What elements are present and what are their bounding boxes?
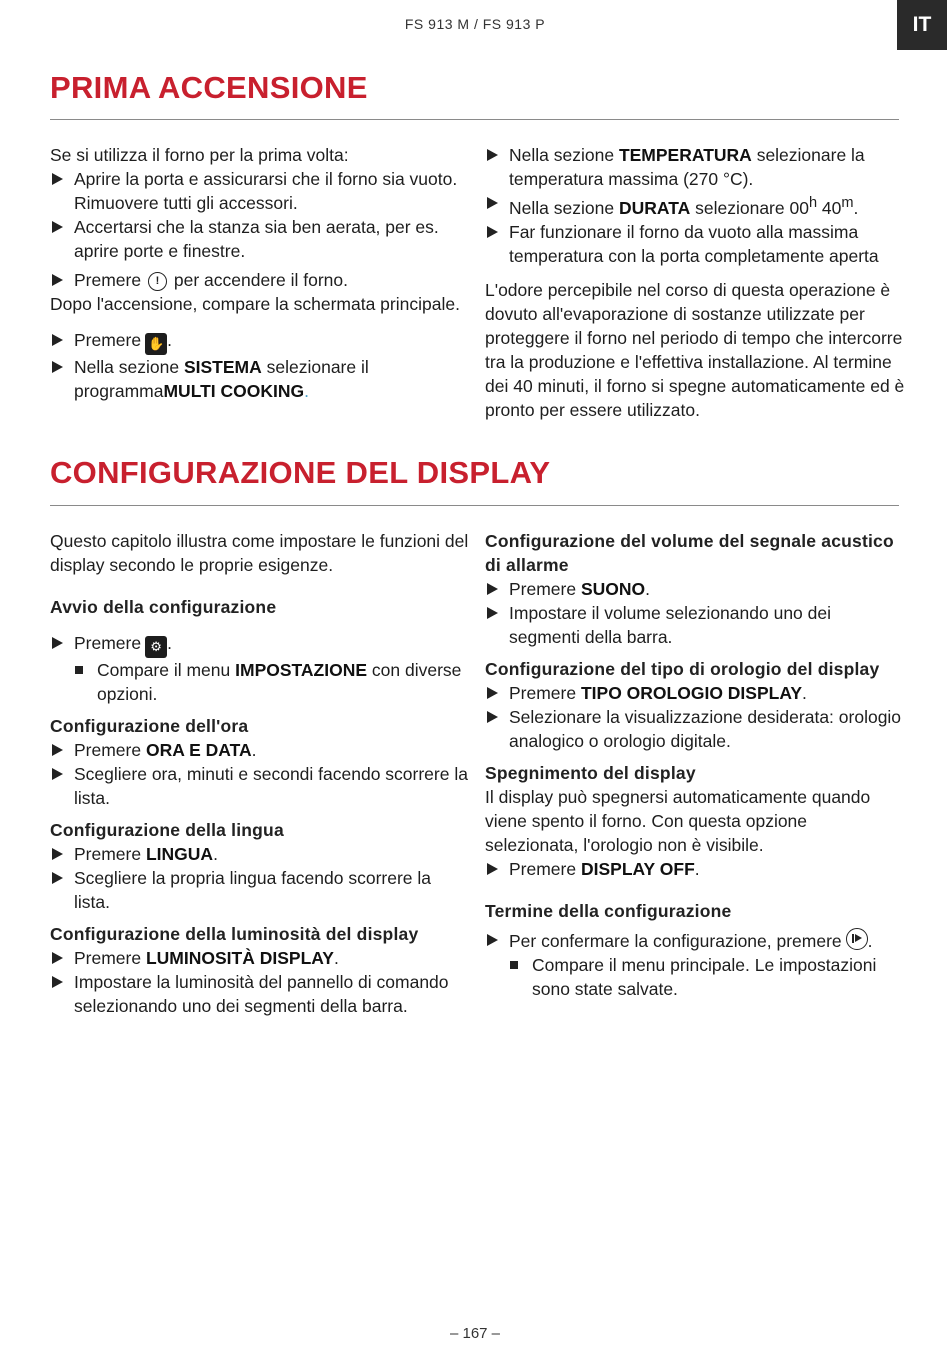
odor-paragraph: L'odore percepibile nel corso di questa operazione è dovuto all'evaporazione di sostanze utilizzate per proteggere il forno nel periodo di tempo che intercorre tra la produzione e l'effettiva installazione. Al termine dei 40 minuti, il forno si spegne automaticamente ed è pronto per essere utilizzato. (485, 279, 905, 420)
list-item: Accertarsi che la stanza sia ben aerata, per es. aprire porte e finestre. (50, 215, 470, 263)
list-item: Premere SUONO. (485, 577, 905, 601)
list-item: Premere TIPO OROLOGIO DISPLAY. (485, 681, 905, 705)
prima-accensione-right-column (485, 143, 905, 422)
section-title-configurazione-display: CONFIGURAZIONE DEL DISPLAY (50, 455, 551, 490)
spegnimento-paragraph: Il display può spegnersi automaticamente quando viene spento il forno. Con questa opzione selezionata, l'orologio non è visibile. (485, 787, 871, 855)
section-title-prima-accensione: PRIMA ACCENSIONE (50, 70, 368, 105)
list-item: Impostare il volume selezionando uno dei segmenti della barra. (485, 601, 905, 649)
list-item: Premere LINGUA. (50, 842, 470, 866)
configurazione-right-column (485, 529, 905, 1001)
configurazione-left-column (50, 529, 470, 1018)
intro-text: Questo capitolo illustra come impostare le funzioni del display secondo le proprie esigenze. (50, 531, 469, 575)
list-item: Nella sezione SISTEMA selezionare il programmaMULTI COOKING. (50, 355, 470, 403)
list-item: Scegliere la propria lingua facendo scorrere la lista. (50, 866, 470, 914)
subheading-spegnimento: Spegnimento del display (485, 763, 696, 783)
model-header: FS 913 M / FS 913 P (404, 16, 546, 32)
list-item: Scegliere ora, minuti e secondi facendo scorrere la lista. (50, 762, 470, 810)
power-icon: ! (148, 272, 167, 291)
hand-icon: ✋ (145, 333, 167, 355)
list-item: Premere LUMINOSITÀ DISPLAY. (50, 946, 470, 970)
list-item: Per confermare la configurazione, premere . (485, 928, 905, 953)
section-divider (50, 119, 899, 120)
section-divider (50, 505, 899, 506)
page-number: – 167 – (449, 1325, 501, 1342)
play-pause-icon (846, 928, 868, 950)
list-item: Aprire la porta e assicurarsi che il forno sia vuoto. Rimuovere tutti gli accessori. (50, 167, 470, 215)
subheading-volume: Configurazione del volume del segnale acustico di allarme (485, 531, 894, 575)
list-item: Compare il menu IMPOSTAZIONE con diverse opzioni. (50, 658, 470, 706)
list-item: Impostare la luminosità del pannello di comando selezionando uno dei segmenti della barra. (50, 970, 470, 1018)
gear-icon: ⚙ (145, 636, 167, 658)
list-item: Nella sezione TEMPERATURA selezionare la temperatura massima (270 °C). (485, 143, 905, 191)
list-item: Selezionare la visualizzazione desiderata: orologio analogico o orologio digitale. (485, 705, 905, 753)
list-item: Premere ⚙ . (50, 631, 470, 658)
subheading-orologio: Configurazione del tipo di orologio del display (485, 659, 880, 679)
subheading-avvio: Avvio della configurazione (50, 597, 277, 617)
list-item: Premere ✋ . (50, 328, 470, 355)
list-item: Compare il menu principale. Le impostazioni sono state salvate. (485, 953, 905, 1001)
list-item: Premere ORA E DATA. (50, 738, 470, 762)
list-item: Premere DISPLAY OFF. (485, 857, 905, 881)
subheading-ora: Configurazione dell'ora (50, 716, 249, 736)
prima-accensione-left-column (50, 143, 470, 403)
list-item: Nella sezione DURATA selezionare 00$^h$ 40$^m$. (485, 191, 905, 220)
after-power-text: Dopo l'accensione, compare la schermata principale. (50, 294, 460, 314)
list-item: Premere ! per accendere il forno. (50, 268, 470, 292)
intro-text: Se si utilizza il forno per la prima volta: (50, 145, 349, 165)
language-tab: IT (897, 0, 947, 50)
list-item: Far funzionare il forno da vuoto alla massima temperatura con la porta completamente aperta (485, 220, 905, 268)
subheading-termine: Termine della configurazione (485, 901, 732, 921)
subheading-luminosita: Configurazione della luminosità del display (50, 924, 419, 944)
subheading-lingua: Configurazione della lingua (50, 820, 284, 840)
